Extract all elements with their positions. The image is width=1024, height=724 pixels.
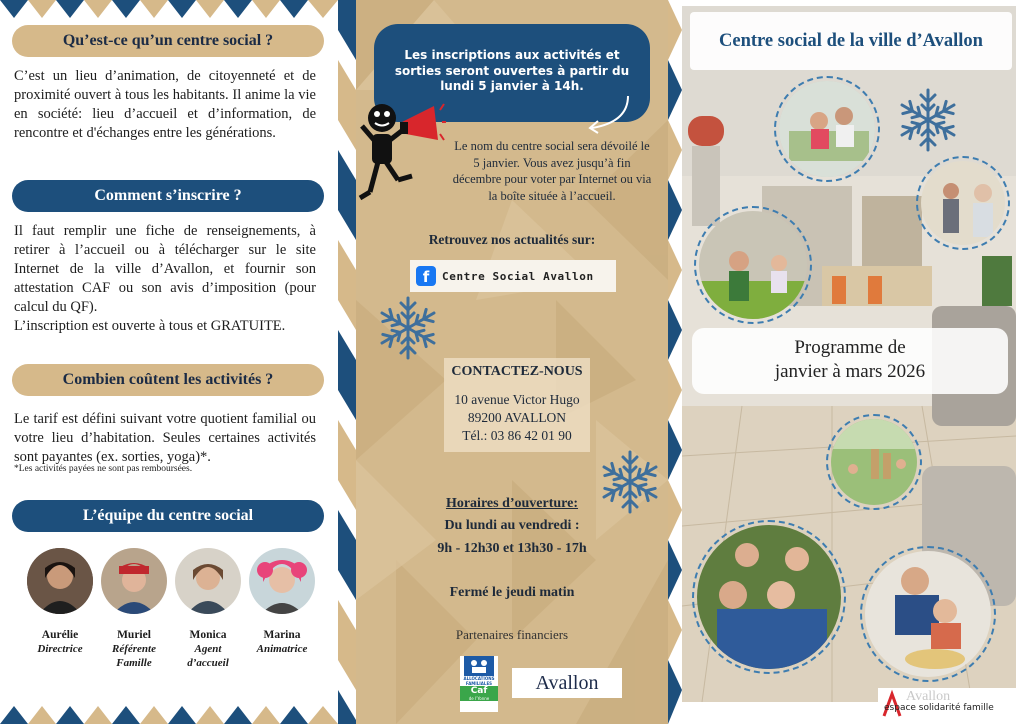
- avatar: [249, 548, 315, 614]
- caf-text: de l’Yonne: [460, 696, 498, 701]
- cover-panel: [682, 6, 1016, 702]
- esf-logo-text: espace solidarité famille: [884, 703, 994, 713]
- contact-address: 10 avenue Victor Hugo: [454, 392, 580, 407]
- activity-photo-circle: [694, 206, 812, 324]
- member-role: d’accueil: [187, 657, 229, 669]
- caf-text: ALLOCATIONS: [463, 676, 495, 681]
- facebook-icon: f: [416, 266, 436, 286]
- partners-label: Partenaires financiers: [455, 627, 569, 642]
- avatar: [175, 548, 241, 614]
- curved-arrow-icon: [584, 94, 634, 134]
- activity-photo-circle: [774, 76, 880, 182]
- contact-phone: Tél.: 03 86 42 01 90: [462, 428, 572, 443]
- announcement-text: Les inscriptions aux activités et sorties seront ouvertes à partir du lundi 5 janvier à 14h.: [394, 48, 630, 93]
- cooking-photo-circle: [860, 546, 996, 682]
- member-role: Agent: [194, 643, 222, 655]
- activity-photo-circle: [826, 414, 922, 510]
- esf-brand-text: Avallon: [906, 689, 951, 704]
- what-paragraph: C’est un lieu d’animation, de citoyenneté et de proximité ouvert à tous les habitants. Il anime la vie en société: lieu d’accueil et d’information, de rencontre et d'échanges entre les générations.: [14, 68, 316, 141]
- contact-panel: [356, 0, 668, 724]
- left-zigzag-border: [338, 0, 356, 724]
- section-title-team: L’équipe du centre social: [12, 500, 324, 532]
- name-vote-text: Le nom du centre social sera dévoilé le 5 janvier. Vous avez jusqu’à fin décembre pour voter par Internet ou via la boîte située à l’accueil.: [452, 139, 652, 203]
- team-member: [170, 548, 246, 670]
- facebook-label: Centre Social Avallon: [442, 269, 594, 283]
- cost-paragraph: Le tarif est défini suivant votre quotient familial ou votre lieu d’habitation. Seules certaines activités sont payantes (ex. sorties, yoga)*.: [14, 411, 316, 465]
- contact-city: 89200 AVALLON: [467, 410, 567, 425]
- group-photo-circle: [692, 520, 846, 674]
- avallon-logo: [512, 668, 622, 698]
- section-title-register: Comment s’inscrire ?: [12, 180, 324, 212]
- program-line-1: Programme de: [794, 337, 906, 358]
- team-member: [96, 548, 172, 670]
- member-name: Monica: [189, 629, 227, 641]
- facebook-link[interactable]: [410, 260, 616, 292]
- info-panel: [0, 0, 338, 724]
- section-text-register: [14, 222, 316, 336]
- member-name: Aurélie: [41, 629, 79, 641]
- caf-text: FAMILIALES: [465, 681, 493, 686]
- contact-title: CONTACTEZ-NOUS: [451, 364, 583, 379]
- section-text-what: [14, 67, 316, 143]
- snowflake-icon: [894, 86, 962, 154]
- member-name: Marina: [263, 629, 301, 641]
- register-paragraph: Il faut remplir une fiche de renseignements, à retirer à l’accueil ou à télécharger sur le site Internet de la ville d’Avallon, et fournir son attestation CAF ou son avis d’imposition (pour calcul du QF).: [14, 223, 316, 315]
- cover-title: Centre social de la ville d’Avallon: [690, 12, 1012, 70]
- member-name: Muriel: [117, 629, 151, 641]
- right-zigzag-border: [668, 0, 682, 724]
- section-title-cost: Combien coûtent les activités ?: [12, 364, 324, 396]
- avatar: [101, 548, 167, 614]
- snowflake-icon: [374, 294, 442, 362]
- refund-note: *Les activités payées ne sont pas remboursées.: [14, 464, 193, 474]
- top-triangle-border: [0, 0, 338, 24]
- program-card: [692, 328, 1008, 394]
- avallon-logo-text: Avallon: [535, 671, 599, 694]
- hours-title: Horaires d’ouverture:: [445, 496, 579, 511]
- member-role: Famille: [116, 657, 152, 669]
- team-member: [22, 548, 98, 656]
- hours-times: 9h - 12h30 et 13h30 - 17h: [437, 541, 587, 556]
- section-text-cost: [14, 410, 316, 467]
- member-role: Directrice: [37, 643, 83, 655]
- caf-people-icon: [464, 656, 494, 676]
- member-role: Animatrice: [256, 643, 308, 655]
- megaphone-person-icon: [356, 96, 446, 212]
- team-list: [22, 548, 322, 688]
- register-free-line: L’inscription est ouverte à tous et GRATUITE.: [14, 318, 286, 334]
- section-title-what: Qu’est-ce qu’un centre social ?: [12, 25, 324, 57]
- hours-days: Du lundi au vendredi :: [444, 518, 580, 533]
- program-line-2: janvier à mars 2026: [774, 361, 926, 382]
- follow-label: Retrouvez nos actualités sur:: [428, 232, 596, 247]
- caf-text: Caf: [460, 686, 498, 696]
- avatar: [27, 548, 93, 614]
- caf-logo: [460, 656, 498, 712]
- bottom-triangle-border: [0, 702, 338, 724]
- esf-logo: [878, 688, 1018, 720]
- member-role: Référente: [112, 643, 156, 655]
- team-member: [244, 548, 320, 656]
- activity-photo-circle: [916, 156, 1010, 250]
- closed-text: Fermé le jeudi matin: [449, 585, 575, 600]
